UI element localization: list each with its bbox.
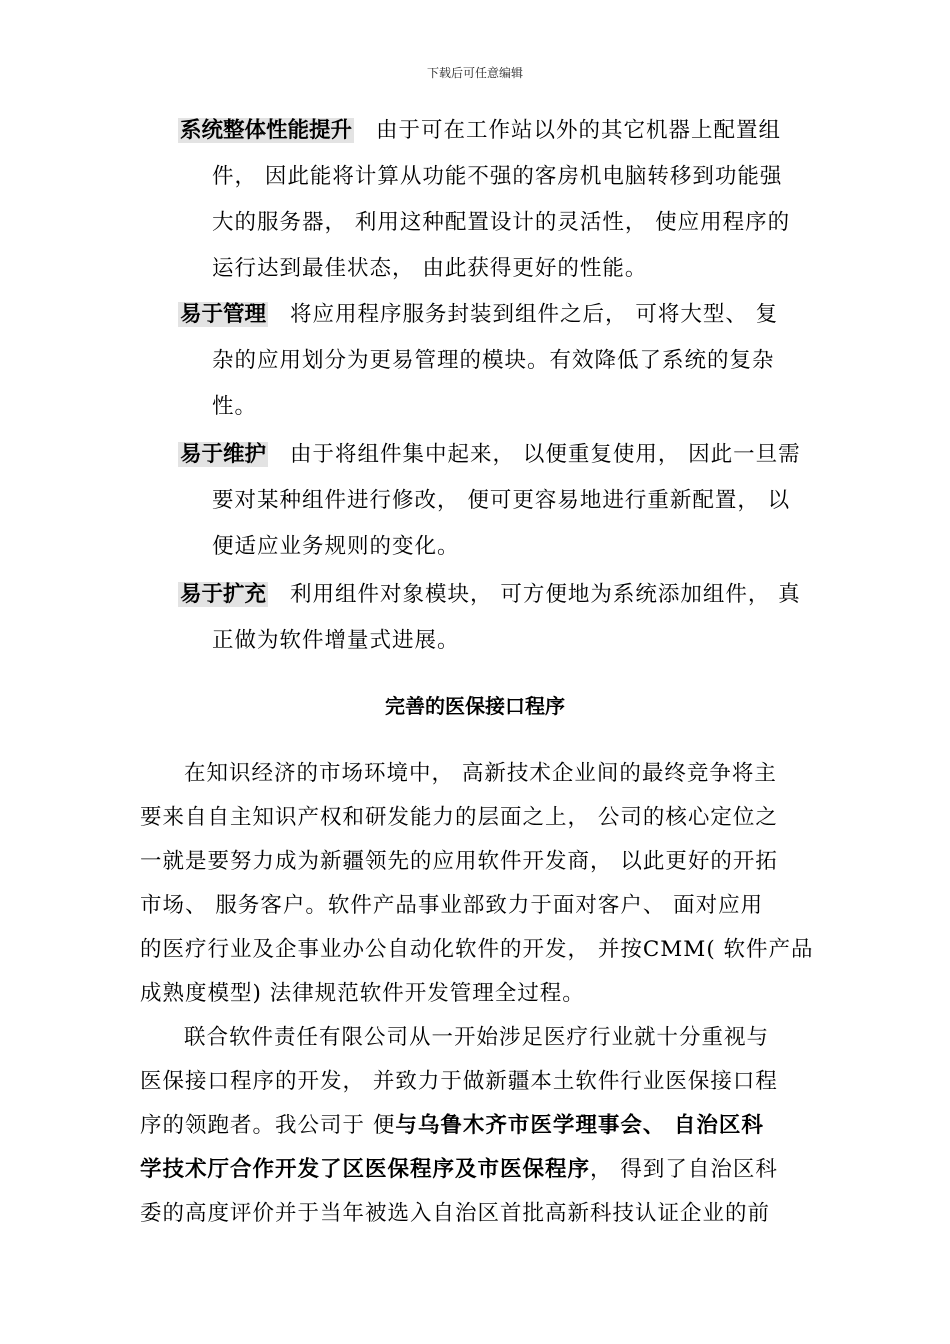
feature-text: 由于可在工作站以外的其它机器上配置组 [376, 118, 782, 143]
plain-text: 序的领跑者。我公司于 便 [140, 1113, 396, 1138]
bold-text: 与乌鲁木齐市医学理事会、 自治区科 [395, 1113, 764, 1138]
paragraph-company [140, 1016, 808, 1236]
feature-line: 正做为软件增量式进展。 [212, 628, 460, 653]
feature-maintenance [178, 432, 808, 570]
feature-line: 便适应业务规则的变化。 [212, 534, 460, 559]
paragraph-line: 在知识经济的市场环境中， 高新技术企业间的最终竞争将主 [184, 761, 777, 786]
paragraph-line: 成熟度模型) 法律规范软件开发管理全过程。 [140, 981, 585, 1006]
feature-text: 将应用程序服务封装到组件之后， 可将大型、 复 [290, 302, 779, 327]
paragraph-line: 医保接口程序的开发， 并致力于做新疆本土软件行业医保接口程 [140, 1069, 778, 1094]
feature-term: 易于管理 [180, 302, 267, 327]
paragraph-line [140, 1104, 808, 1148]
section-title: 完善的医保接口程序 [385, 694, 565, 718]
feature-line: 件， 因此能将计算从功能不强的客房机电脑转移到功能强 [212, 164, 783, 189]
feature-term: 易于维护 [180, 442, 267, 467]
feature-line: 大的服务器， 利用这种配置设计的灵活性， 使应用程序的 [212, 210, 791, 235]
feature-performance [178, 108, 808, 292]
feature-line: 性。 [212, 394, 258, 419]
paragraph-line: 委的高度评价并于当年被选入自治区首批高新科技认证企业的前 [140, 1201, 771, 1226]
bold-text: 学技术厅合作开发了区医保程序及市医保程序 [140, 1157, 591, 1182]
paragraph-line: 一就是要努力成为新疆领先的应用软件开发商， 以此更好的开拓 [140, 849, 778, 874]
paragraph-line: 的医疗行业及企事业办公自动化软件的开发， 并按CMM( 软件产品 [140, 937, 814, 962]
feature-extension [178, 572, 808, 664]
page-header-note: 下载后可任意编辑 [426, 66, 523, 80]
feature-term: 系统整体性能提升 [180, 118, 353, 143]
feature-text: 由于将组件集中起来， 以便重复使用， 因此一旦需 [290, 442, 801, 467]
paragraph-line: 要来自自主知识产权和研发能力的层面之上， 公司的核心定位之 [140, 805, 778, 830]
paragraph-line: 市场、 服务客户。软件产品事业部致力于面对客户、 面对应用 [140, 893, 764, 918]
feature-line: 杂的应用划分为更易管理的模块。有效降低了系统的复杂 [212, 348, 775, 373]
paragraph-line: 联合软件责任有限公司从一开始涉足医疗行业就十分重视与 [184, 1025, 770, 1050]
feature-term: 易于扩充 [180, 582, 267, 607]
paragraph-market [140, 752, 814, 1016]
feature-management [178, 292, 808, 430]
feature-line: 运行达到最佳状态， 由此获得更好的性能。 [212, 256, 648, 281]
plain-text: ， 得到了自治区科 [590, 1157, 778, 1182]
feature-line: 要对某种组件进行修改， 便可更容易地进行重新配置， 以 [212, 488, 791, 513]
feature-text: 利用组件对象模块， 可方便地为系统添加组件， 真 [290, 582, 801, 607]
paragraph-line [140, 1148, 808, 1192]
